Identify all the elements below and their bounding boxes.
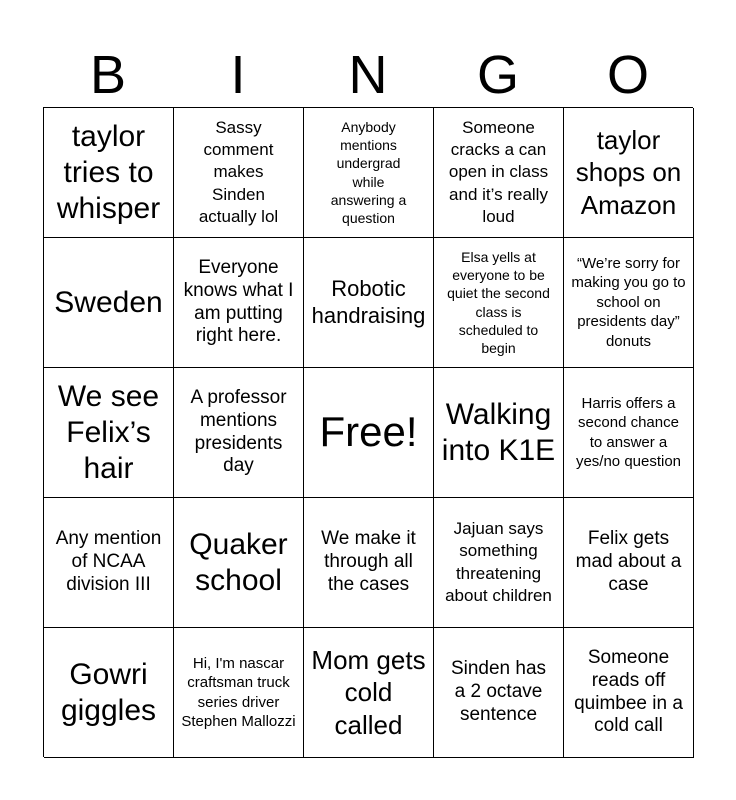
bingo-cell[interactable] [44, 368, 174, 498]
bingo-cell[interactable] [564, 498, 694, 628]
bingo-cell[interactable] [564, 238, 694, 368]
bingo-cell[interactable] [434, 108, 564, 238]
cell-text: A professor mentions presidents day [190, 386, 287, 477]
bingo-cell[interactable] [44, 628, 174, 758]
cell-text: Felix gets mad about a case [575, 528, 682, 595]
cell-text: Harris offers a second chance to answer a yes/no question [575, 394, 682, 470]
cell-text: Robotic handraising [311, 276, 426, 328]
free-space[interactable] [304, 368, 434, 498]
cell-text: We see Felix’s hair [57, 379, 160, 485]
bingo-cell[interactable] [304, 238, 434, 368]
cell-text: Someone cracks a can open in class and it’s really loud [448, 118, 549, 226]
bingo-cell[interactable] [304, 498, 434, 628]
bingo-cell[interactable] [44, 498, 174, 628]
bingo-cell[interactable] [44, 238, 174, 368]
cell-text: taylor tries to whisper [56, 119, 161, 225]
cell-text: Everyone knows what I am putting right here. [183, 256, 294, 347]
cell-text: Any mention of NCAA division III [55, 528, 162, 595]
bingo-cell[interactable] [174, 238, 304, 368]
bingo-cell[interactable] [564, 368, 694, 498]
cell-text: We make it through all the cases [321, 528, 416, 595]
bingo-cell[interactable] [434, 498, 564, 628]
bingo-cell[interactable] [304, 628, 434, 758]
cell-text: Walking into K1E [441, 397, 556, 467]
cell-text: Gowri giggles [60, 657, 157, 727]
bingo-board [43, 107, 693, 757]
bingo-header [43, 44, 693, 106]
bingo-cell[interactable] [564, 628, 694, 758]
header-letter-i: I [230, 45, 246, 105]
cell-text: Sassy comment makes Sinden actually lol [198, 118, 279, 226]
cell-text: Mom gets cold called [311, 644, 426, 740]
bingo-cell[interactable] [174, 498, 304, 628]
bingo-cell[interactable] [434, 238, 564, 368]
bingo-cell[interactable] [304, 108, 434, 238]
bingo-cell[interactable] [174, 108, 304, 238]
bingo-cell[interactable] [174, 368, 304, 498]
cell-text: Sinden has a 2 octave sentence [450, 658, 547, 725]
header-letter-n: N [348, 45, 388, 105]
cell-text: Hi, I'm nascar craftsman truck series driver Stephen Mallozzi [181, 654, 296, 730]
header-letter-g: G [476, 45, 519, 105]
cell-text: taylor shops on Amazon [575, 124, 682, 220]
header-letter-o: O [606, 45, 649, 105]
bingo-cell[interactable] [174, 628, 304, 758]
bingo-cell[interactable] [564, 108, 694, 238]
cell-text: Someone reads off quimbee in a cold call [574, 646, 683, 737]
cell-text: Quaker school [189, 527, 288, 597]
cell-text: “We’re sorry for making you go to school on presidents day” donuts [571, 254, 686, 350]
header-letter-b: B [89, 45, 127, 105]
bingo-cell[interactable] [434, 368, 564, 498]
cell-text: Sweden [54, 285, 163, 319]
bingo-cell[interactable] [434, 628, 564, 758]
bingo-cell[interactable] [44, 108, 174, 238]
cell-text: Jajuan says something threatening about children [445, 519, 552, 605]
cell-text: Free! [319, 408, 418, 456]
cell-text: Anybody mentions undergrad while answering a question [330, 118, 407, 226]
cell-text: Elsa yells at everyone to be quiet the second class is scheduled to begin [447, 248, 550, 356]
